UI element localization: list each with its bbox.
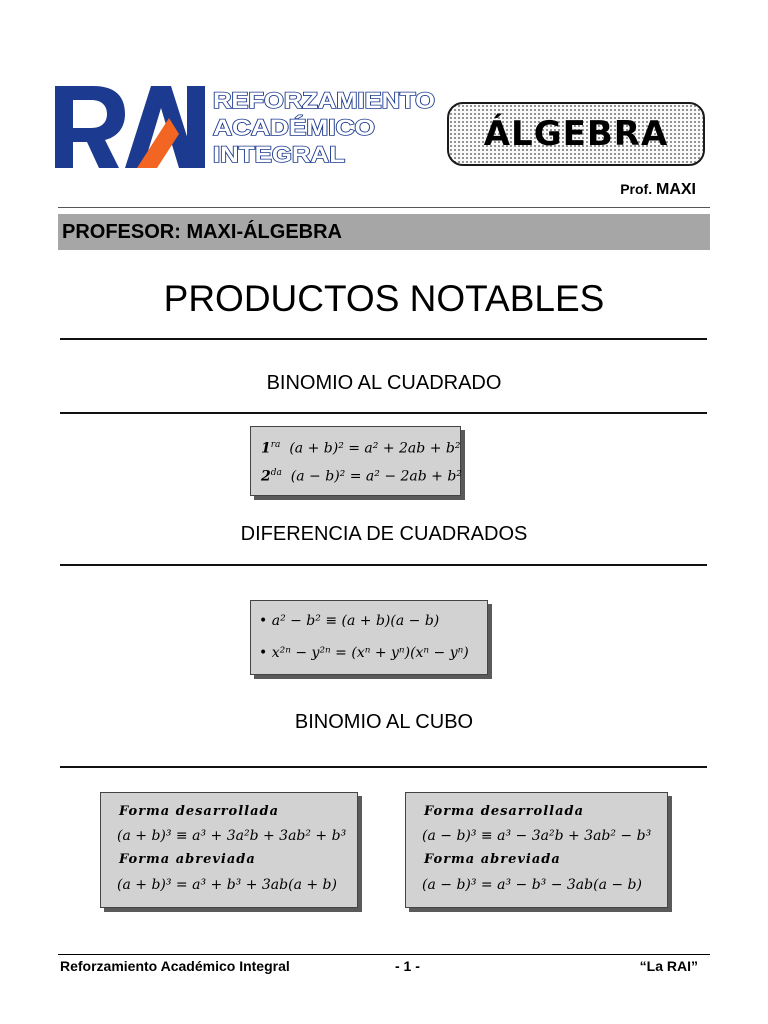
footer-left: Reforzamiento Académico Integral <box>60 958 290 974</box>
section-heading-diferencia-cuadrados: DIFERENCIA DE CUADRADOS <box>240 523 528 545</box>
rai-logo <box>55 82 440 174</box>
page-number: - 1 - <box>395 958 420 974</box>
formula-text: (a + b)² = a² + 2ab + b² <box>289 440 461 457</box>
formula-ordinal: 2 <box>261 468 271 485</box>
title-divider <box>60 338 707 340</box>
formula-box-diferencia-cuadrados <box>250 600 488 675</box>
header-divider <box>58 207 710 208</box>
subject-title: ÁLGEBRA <box>483 114 669 154</box>
formula-box-binomio-cuadrado <box>250 426 461 496</box>
formula-label: Forma abreviada <box>424 852 561 867</box>
prof-label: Prof. <box>620 181 653 197</box>
formula-ordinal: 1 <box>261 440 271 457</box>
formula-line <box>259 613 439 629</box>
subject-badge <box>447 102 705 166</box>
profesor-bar <box>58 214 710 250</box>
formula-line <box>259 645 469 661</box>
section-heading-binomio-cubo: BINOMIO AL CUBO <box>294 711 474 733</box>
formula-box-cubo-diferencia <box>405 792 668 908</box>
logo-line-2: ACADÉMICO <box>213 115 375 140</box>
formula-label: Forma abreviada <box>119 852 256 867</box>
footer-divider <box>58 954 710 955</box>
prof-name: MAXI <box>656 181 696 198</box>
logo-line-1: REFORZAMIENTO <box>213 88 435 113</box>
logo-line-3: INTEGRAL <box>213 142 345 167</box>
formula-ordinal-sup: da <box>270 468 282 478</box>
section-divider <box>60 766 707 768</box>
formula-label: Forma desarrollada <box>119 804 280 819</box>
section-heading-binomio-cuadrado: BINOMIO AL CUADRADO <box>266 372 502 394</box>
formula-text: (a + b)³ ≡ a³ + 3a²b + 3ab² + b³ <box>117 828 347 844</box>
page-title: PRODUCTOS NOTABLES <box>163 278 605 319</box>
formula-text: (a + b)³ = a³ + b³ + 3ab(a + b) <box>117 877 337 893</box>
formula-line <box>261 468 462 485</box>
formula-line <box>261 440 460 457</box>
profesor-bar-text: PROFESOR: MAXI-ÁLGEBRA <box>62 220 342 243</box>
formula-label: Forma desarrollada <box>424 804 585 819</box>
formula-text: a² − b² ≡ (a + b)(a − b) <box>271 613 440 629</box>
formula-ordinal-sup: ra <box>270 440 281 450</box>
logo-letter-r <box>55 86 125 168</box>
formula-text: x²ⁿ − y²ⁿ = (xⁿ + yⁿ)(xⁿ − yⁿ) <box>271 645 469 661</box>
section-divider <box>60 412 707 414</box>
footer-right: “La RAI” <box>639 958 698 974</box>
logo-letter-i <box>187 86 205 168</box>
section-divider <box>60 564 707 566</box>
formula-text: (a − b)² = a² − 2ab + b² <box>290 468 462 485</box>
professor-credit <box>620 181 696 199</box>
formula-box-cubo-suma <box>100 792 358 908</box>
bullet-icon: • <box>259 645 268 661</box>
bullet-icon: • <box>259 613 268 629</box>
formula-text: (a − b)³ ≡ a³ − 3a²b + 3ab² − b³ <box>422 828 652 844</box>
formula-text: (a − b)³ = a³ − b³ − 3ab(a − b) <box>422 877 642 893</box>
